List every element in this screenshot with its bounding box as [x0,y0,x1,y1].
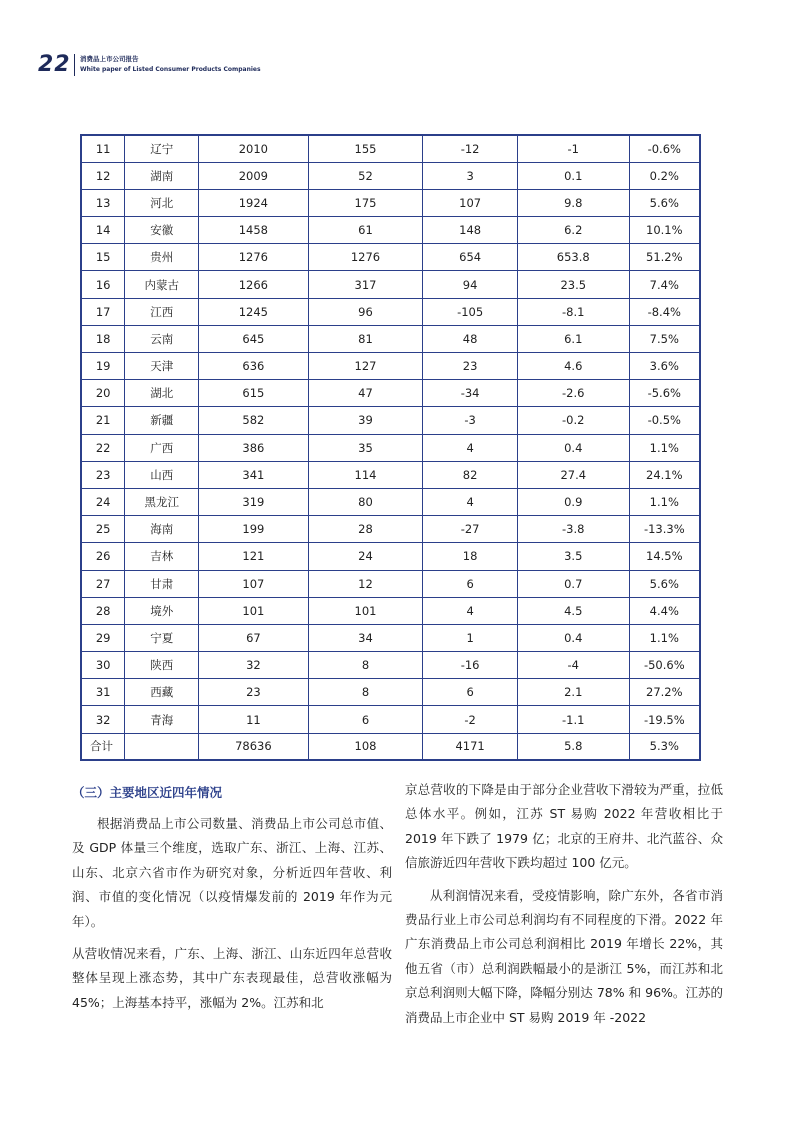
row-index-cell: 13 [81,189,125,216]
row-index-cell: 24 [81,488,125,515]
region-cell: 陕西 [125,652,199,679]
table-row [81,298,700,325]
value-cell: 636 [199,353,309,380]
value-cell: 3.6% [629,353,700,380]
paragraph: 根据消费品上市公司数量、消费品上市公司总市值、及 GDP 体量三个维度，选取广东、浙江、上海、江苏、山东、北京六省市作为研究对象，分析近四年营收、利润、市值的变化情况（以疫情爆发前的 2019 年作为元年）。 [72,816,392,929]
value-cell: -8.1 [517,298,629,325]
region-cell: 甘肃 [125,570,199,597]
region-cell: 天津 [125,353,199,380]
value-cell: 48 [423,325,518,352]
table-row [81,162,700,189]
table-row [81,407,700,434]
row-index-cell: 18 [81,325,125,352]
value-cell: 4.4% [629,597,700,624]
value-cell: 0.1 [517,162,629,189]
region-cell: 吉林 [125,543,199,570]
value-cell: 4 [423,597,518,624]
value-cell: 0.4 [517,434,629,461]
value-cell: 27.4 [517,461,629,488]
value-cell: 0.9 [517,488,629,515]
value-cell: 61 [308,217,423,244]
value-cell: 3.5 [517,543,629,570]
table-row [81,543,700,570]
region-cell: 江西 [125,298,199,325]
report-title-cn: 消费品上市公司报告 [80,55,139,63]
table-row [81,624,700,651]
value-cell: -13.3% [629,516,700,543]
value-cell: 14.5% [629,543,700,570]
value-cell: 1924 [199,189,309,216]
row-index-cell: 20 [81,380,125,407]
row-index-cell: 26 [81,543,125,570]
value-cell: -3 [423,407,518,434]
value-cell: 9.8 [517,189,629,216]
table-row [81,380,700,407]
row-index-cell: 30 [81,652,125,679]
value-cell: 27.2% [629,679,700,706]
report-title-en: White paper of Listed Consumer Products Companies [80,66,261,73]
total-label: 合计 [81,733,125,760]
value-cell: -16 [423,652,518,679]
value-cell: 107 [423,189,518,216]
total-cell: 108 [308,733,423,760]
right-column [405,778,723,1038]
value-cell: 2009 [199,162,309,189]
row-index-cell: 23 [81,461,125,488]
total-cell: 4171 [423,733,518,760]
value-cell: 39 [308,407,423,434]
value-cell: 121 [199,543,309,570]
row-index-cell: 28 [81,597,125,624]
page-number: 22 [38,52,71,77]
value-cell: 1245 [199,298,309,325]
value-cell: 67 [199,624,309,651]
value-cell: 8 [308,652,423,679]
paragraph: 从营收情况来看，广东、上海、浙江、山东近四年总营收整体呈现上涨态势，其中广东表现最佳，总营收涨幅为 45%；上海基本持平，涨幅为 2%。江苏和北 [72,946,392,1010]
row-index-cell: 16 [81,271,125,298]
value-cell: -1 [517,135,629,162]
value-cell: 341 [199,461,309,488]
value-cell: -5.6% [629,380,700,407]
region-cell: 青海 [125,706,199,733]
value-cell: 1266 [199,271,309,298]
value-cell: 101 [308,597,423,624]
value-cell: 52 [308,162,423,189]
value-cell: 8 [308,679,423,706]
value-cell: 5.6% [629,570,700,597]
value-cell: 6.2 [517,217,629,244]
table-row [81,244,700,271]
value-cell: 4.5 [517,597,629,624]
total-cell: 5.8 [517,733,629,760]
value-cell: 4.6 [517,353,629,380]
row-index-cell: 12 [81,162,125,189]
paragraph: 从利润情况来看，受疫情影响，除广东外，各省市消费品行业上市公司总利润均有不同程度的下滑。2022 年广东消费品上市公司总利润相比 2019 年增长 22%，其他五省（市）总利润跌幅最小的是浙江 5%，而江苏和北京总利润则大幅下降，降幅分别达 78% 和 96%。江苏的消费品上市企业中 ST 易购 2019 年 -2022 [405,887,723,1025]
value-cell: 199 [199,516,309,543]
value-cell: 24.1% [629,461,700,488]
table-row [81,570,700,597]
region-cell: 新疆 [125,407,199,434]
value-cell: 2.1 [517,679,629,706]
row-index-cell: 25 [81,516,125,543]
value-cell: 34 [308,624,423,651]
value-cell: 1458 [199,217,309,244]
total-cell: 78636 [199,733,309,760]
value-cell: 23 [199,679,309,706]
table-row [81,488,700,515]
table-row [81,679,700,706]
total-region-cell [125,733,199,760]
value-cell: 18 [423,543,518,570]
region-cell: 湖南 [125,162,199,189]
region-cell: 西藏 [125,679,199,706]
value-cell: 6 [423,570,518,597]
value-cell: 4 [423,434,518,461]
value-cell: 101 [199,597,309,624]
row-index-cell: 21 [81,407,125,434]
value-cell: 107 [199,570,309,597]
value-cell: 47 [308,380,423,407]
value-cell: 127 [308,353,423,380]
value-cell: 5.6% [629,189,700,216]
value-cell: 1276 [199,244,309,271]
table-row [81,353,700,380]
region-cell: 贵州 [125,244,199,271]
value-cell: -27 [423,516,518,543]
value-cell: 2010 [199,135,309,162]
table-row [81,325,700,352]
value-cell: -19.5% [629,706,700,733]
value-cell: 11 [199,706,309,733]
row-index-cell: 15 [81,244,125,271]
value-cell: 148 [423,217,518,244]
value-cell: 1276 [308,244,423,271]
value-cell: 0.7 [517,570,629,597]
header-divider [74,54,75,76]
region-cell: 宁夏 [125,624,199,651]
row-index-cell: 22 [81,434,125,461]
table-row [81,516,700,543]
value-cell: 94 [423,271,518,298]
value-cell: 645 [199,325,309,352]
table-body [81,135,700,760]
section-title: （三）主要地区近四年情况 [72,785,223,800]
value-cell: -2 [423,706,518,733]
value-cell: 317 [308,271,423,298]
region-cell: 辽宁 [125,135,199,162]
region-cell: 境外 [125,597,199,624]
value-cell: -105 [423,298,518,325]
value-cell: 6.1 [517,325,629,352]
value-cell: 175 [308,189,423,216]
value-cell: 386 [199,434,309,461]
row-index-cell: 29 [81,624,125,651]
value-cell: -1.1 [517,706,629,733]
value-cell: -2.6 [517,380,629,407]
value-cell: 3 [423,162,518,189]
region-cell: 云南 [125,325,199,352]
table-total-row [81,733,700,760]
value-cell: 0.2% [629,162,700,189]
value-cell: 80 [308,488,423,515]
region-data-table [80,134,701,761]
value-cell: 7.5% [629,325,700,352]
value-cell: 96 [308,298,423,325]
value-cell: -0.6% [629,135,700,162]
value-cell: 24 [308,543,423,570]
value-cell: 582 [199,407,309,434]
value-cell: 35 [308,434,423,461]
row-index-cell: 11 [81,135,125,162]
table-row [81,434,700,461]
value-cell: -3.8 [517,516,629,543]
table-row [81,652,700,679]
total-cell: 5.3% [629,733,700,760]
row-index-cell: 31 [81,679,125,706]
value-cell: 319 [199,488,309,515]
row-index-cell: 27 [81,570,125,597]
row-index-cell: 19 [81,353,125,380]
value-cell: 0.4 [517,624,629,651]
row-index-cell: 14 [81,217,125,244]
region-cell: 内蒙古 [125,271,199,298]
value-cell: 654 [423,244,518,271]
value-cell: 7.4% [629,271,700,298]
value-cell: 114 [308,461,423,488]
value-cell: -50.6% [629,652,700,679]
table-row [81,217,700,244]
region-cell: 河北 [125,189,199,216]
value-cell: 1.1% [629,434,700,461]
table-row [81,271,700,298]
value-cell: 28 [308,516,423,543]
value-cell: 1.1% [629,488,700,515]
region-cell: 黑龙江 [125,488,199,515]
table-row [81,189,700,216]
row-index-cell: 17 [81,298,125,325]
value-cell: 23.5 [517,271,629,298]
value-cell: 653.8 [517,244,629,271]
table-row [81,135,700,162]
value-cell: 23 [423,353,518,380]
value-cell: 12 [308,570,423,597]
value-cell: 155 [308,135,423,162]
value-cell: 6 [423,679,518,706]
value-cell: -0.2 [517,407,629,434]
region-cell: 安徽 [125,217,199,244]
table-row [81,461,700,488]
value-cell: 32 [199,652,309,679]
value-cell: 4 [423,488,518,515]
value-cell: 1.1% [629,624,700,651]
table-row [81,706,700,733]
row-index-cell: 32 [81,706,125,733]
value-cell: 81 [308,325,423,352]
value-cell: 82 [423,461,518,488]
region-cell: 广西 [125,434,199,461]
value-cell: -8.4% [629,298,700,325]
value-cell: -4 [517,652,629,679]
value-cell: 10.1% [629,217,700,244]
value-cell: -12 [423,135,518,162]
left-column [72,778,392,1023]
table-row [81,597,700,624]
value-cell: 6 [308,706,423,733]
value-cell: 1 [423,624,518,651]
value-cell: 615 [199,380,309,407]
value-cell: -0.5% [629,407,700,434]
region-cell: 海南 [125,516,199,543]
value-cell: 51.2% [629,244,700,271]
value-cell: -34 [423,380,518,407]
region-cell: 湖北 [125,380,199,407]
region-cell: 山西 [125,461,199,488]
paragraph: 京总营收的下降是由于部分企业营收下滑较为严重，拉低总体水平。例如，江苏 ST 易购 2022 年营收相比于 2019 年下跌了 1979 亿；北京的王府井、北汽蓝谷、众信旅游近四年营收下跌均超过 100 亿元。 [405,782,723,871]
